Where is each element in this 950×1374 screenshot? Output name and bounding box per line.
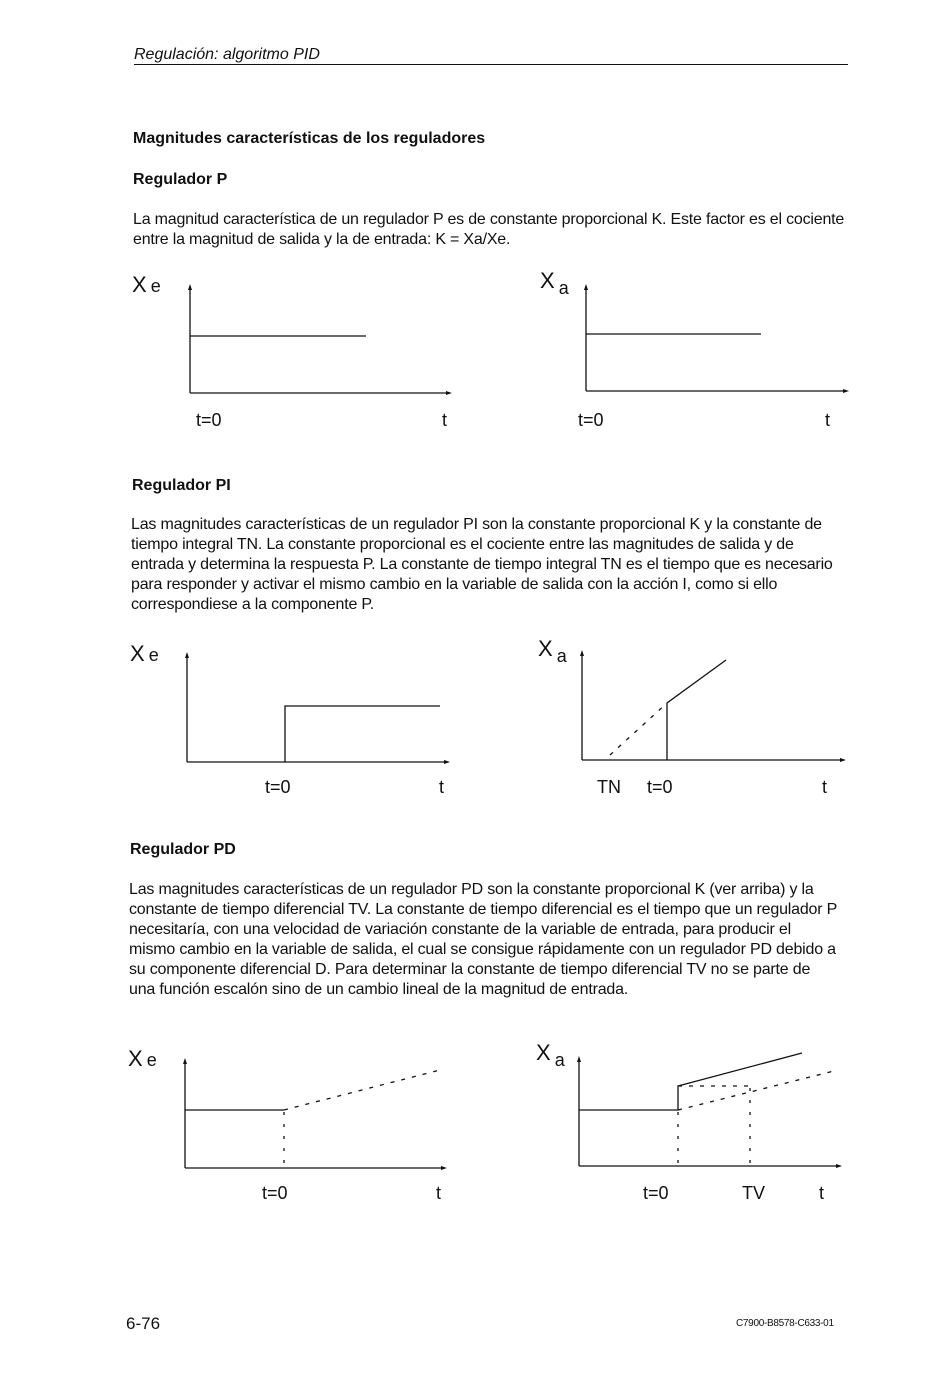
- p-input-tick-t: t: [442, 410, 448, 430]
- pi-output-tick-t: t: [822, 777, 828, 797]
- p-input-axis-subscript: e: [150, 276, 161, 296]
- pi-output-tick-tn: TN: [597, 777, 621, 797]
- pi-output-axis-subscript: a: [556, 646, 567, 666]
- document-code: C7900-B8578-C633-01: [736, 1318, 834, 1329]
- section-title: Magnitudes características de los reguladores: [133, 130, 486, 147]
- pd-input-x-arrow: [441, 1166, 447, 1170]
- pd-output-tick-t0: t=0: [643, 1183, 669, 1203]
- p-input-tick-t0: t=0: [196, 410, 222, 430]
- pd-input-tick-t: t: [436, 1183, 442, 1203]
- pd-output-pd-response: [579, 1053, 802, 1110]
- pd-input-axis-subscript: e: [146, 1050, 157, 1070]
- pi-output-axis-symbol: X: [538, 636, 553, 661]
- pd-output-p-response-dashed: [678, 1070, 838, 1110]
- pi-controller-heading: Regulador PI: [132, 477, 231, 494]
- pd-output-axis-subscript: a: [554, 1050, 565, 1070]
- p-controller-text: La magnitud característica de un regulador P es de constante proporcional K. Este factor es el cociente entre la magnitud de salida y la de entrada: K = Xa/Xe.: [133, 211, 845, 248]
- pd-input-tick-t0: t=0: [262, 1183, 288, 1203]
- pd-output-tick-tv: TV: [742, 1183, 766, 1203]
- pi-input-axis-subscript: e: [148, 645, 159, 665]
- pi-output-tick-t0: t=0: [647, 777, 673, 797]
- pd-input-y-arrow: [183, 1058, 187, 1064]
- pd-input-axis-symbol: X: [128, 1046, 143, 1071]
- p-output-tick-t: t: [825, 410, 831, 430]
- running-header: Regulación: algoritmo PID: [134, 46, 320, 63]
- pd-output-tick-t: t: [819, 1183, 825, 1203]
- pi-input-tick-t0: t=0: [265, 777, 291, 797]
- pi-input-axis-symbol: X: [130, 641, 145, 666]
- pi-input-tick-t: t: [439, 777, 445, 797]
- pd-controller-text: Las magnitudes características de un regulador PD son la constante proporcional K (ver arriba) y la constante de tiempo diferencial TV. La constante de tiempo diferencial es el tiempo que un regulador P necesitaría, con una velocidad de variación constante de la variable de entrada, para producir el mismo cambio en la variable de salida, el cual se consigue rápidamente con un regulador PD debido a su componente diferencial D. Para determinar la constante de tiempo diferencial TV no se parte de una función escalón sino de un cambio lineal de la magnitud de entrada.: [129, 881, 837, 998]
- p-output-tick-t0: t=0: [578, 410, 604, 430]
- page-number: 6-76: [126, 1314, 161, 1333]
- p-input-axis-symbol: X: [132, 272, 147, 297]
- pd-input-ramp-dashed: [284, 1070, 440, 1110]
- p-output-axis-subscript: a: [558, 278, 569, 298]
- pi-controller-text: Las magnitudes características de un regulador PI son la constante proporcional K y la constante de tiempo integral TN. La constante proporcional es el cociente entre las magnitudes de salida y de entrada y determina la respuesta P. La constante de tiempo integral TN es el tiempo que es necesario para responder y activar el mismo cambio en la variable de salida con la acción I, como si ello correspondiese a la componente P.: [131, 516, 833, 613]
- pd-controller-heading: Regulador PD: [130, 841, 236, 858]
- p-controller-heading: Regulador P: [133, 171, 228, 188]
- pd-output-axis-symbol: X: [536, 1040, 551, 1065]
- p-output-axis-symbol: X: [540, 268, 555, 293]
- pd-output-x-arrow: [836, 1164, 842, 1168]
- pd-output-y-arrow: [577, 1056, 581, 1062]
